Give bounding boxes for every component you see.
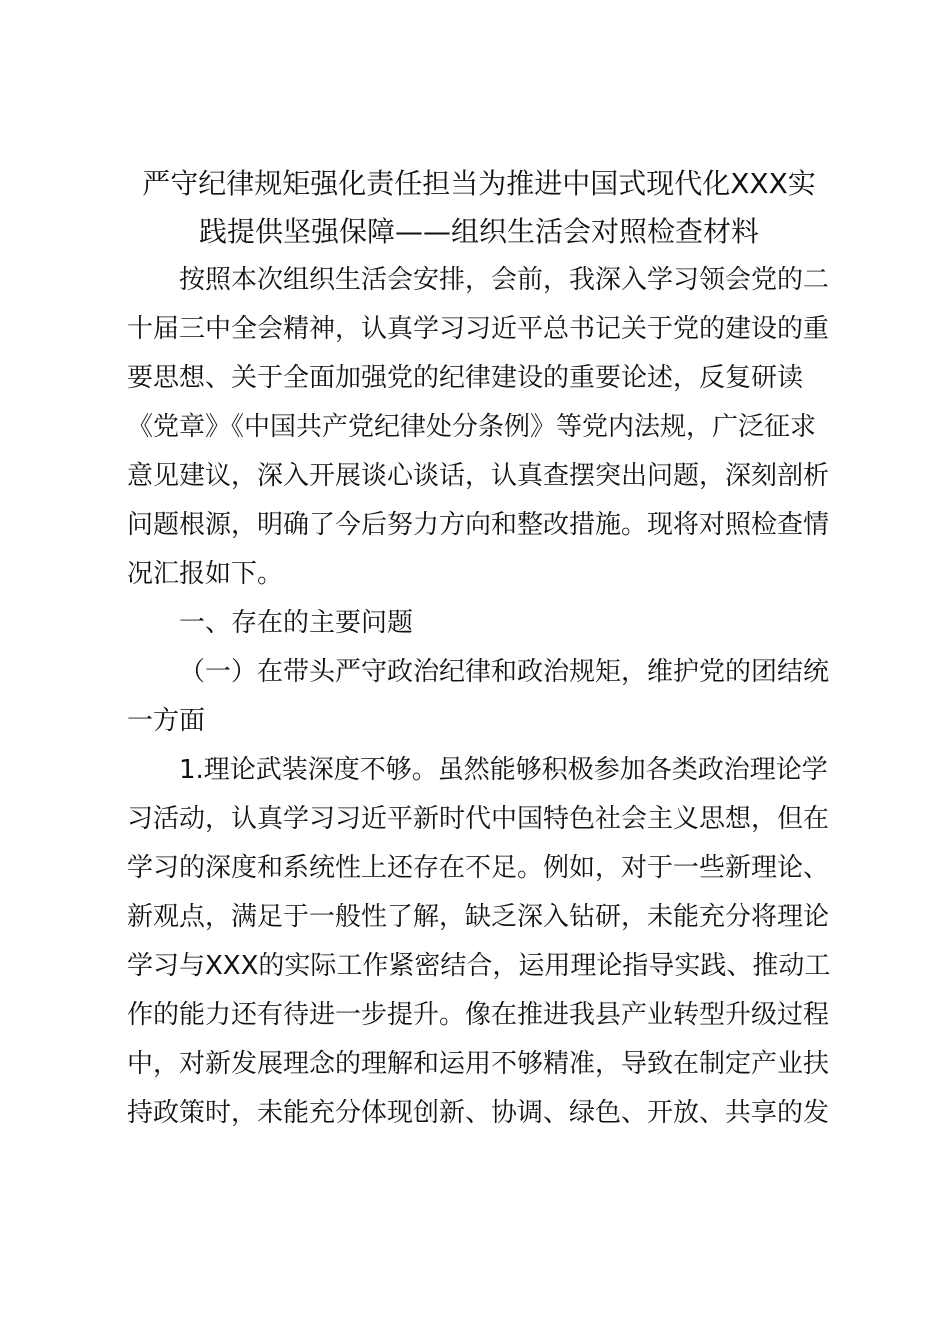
document-title [127, 160, 831, 256]
subsection-line: 一方面 [127, 706, 206, 736]
subsection-heading [127, 648, 831, 746]
title-line-2: 践提供坚强保障——组织生活会对照检查材料 [198, 215, 759, 248]
section-heading: 一、存在的主要问题 [179, 608, 414, 638]
point-line: 中，对新发展理念的理解和运用不够精准，导致在制定产业扶 [127, 1049, 830, 1079]
point-line: 新观点，满足于一般性了解，缺乏深入钻研，未能充分将理论 [127, 902, 830, 932]
intro-line: 按照本次组织生活会安排，会前，我深入学习领会党的二 [179, 265, 830, 295]
intro-line: 意见建议，深入开展谈心谈话，认真查摆突出问题，深刻剖析 [127, 461, 830, 491]
point-line: 习活动，认真学习习近平新时代中国特色社会主义思想，但在 [127, 804, 830, 834]
point-1-paragraph [127, 746, 831, 1138]
point-line: 学习与XXX的实际工作紧密结合，运用理论指导实践、推动工 [127, 951, 831, 981]
intro-line: 《党章》《中国共产党纪律处分条例》等党内法规，广泛征求 [127, 412, 817, 442]
subsection-line: （一）在带头严守政治纪律和政治规矩，维护党的团结统 [179, 657, 830, 687]
point-line: 作的能力还有待进一步提升。像在推进我县产业转型升级过程 [127, 1000, 830, 1030]
intro-paragraph [127, 256, 831, 599]
point-line: 持政策时，未能充分体现创新、协调、绿色、开放、共享的发 [127, 1098, 830, 1128]
intro-line: 问题根源，明确了今后努力方向和整改措施。现将对照检查情 [127, 510, 830, 540]
intro-line: 况汇报如下。 [127, 559, 284, 589]
point-line: 1.理论武装深度不够。虽然能够积极参加各类政治理论学 [179, 755, 828, 785]
document-body [127, 160, 831, 1138]
intro-line: 要思想、关于全面加强党的纪律建设的重要论述，反复研读 [127, 363, 804, 393]
intro-line: 十届三中全会精神，认真学习习近平总书记关于党的建设的重 [127, 314, 830, 344]
title-line-1: 严守纪律规矩强化责任担当为推进中国式现代化XXX实 [142, 167, 816, 200]
point-line: 学习的深度和系统性上还存在不足。例如，对于一些新理论、 [127, 853, 830, 883]
